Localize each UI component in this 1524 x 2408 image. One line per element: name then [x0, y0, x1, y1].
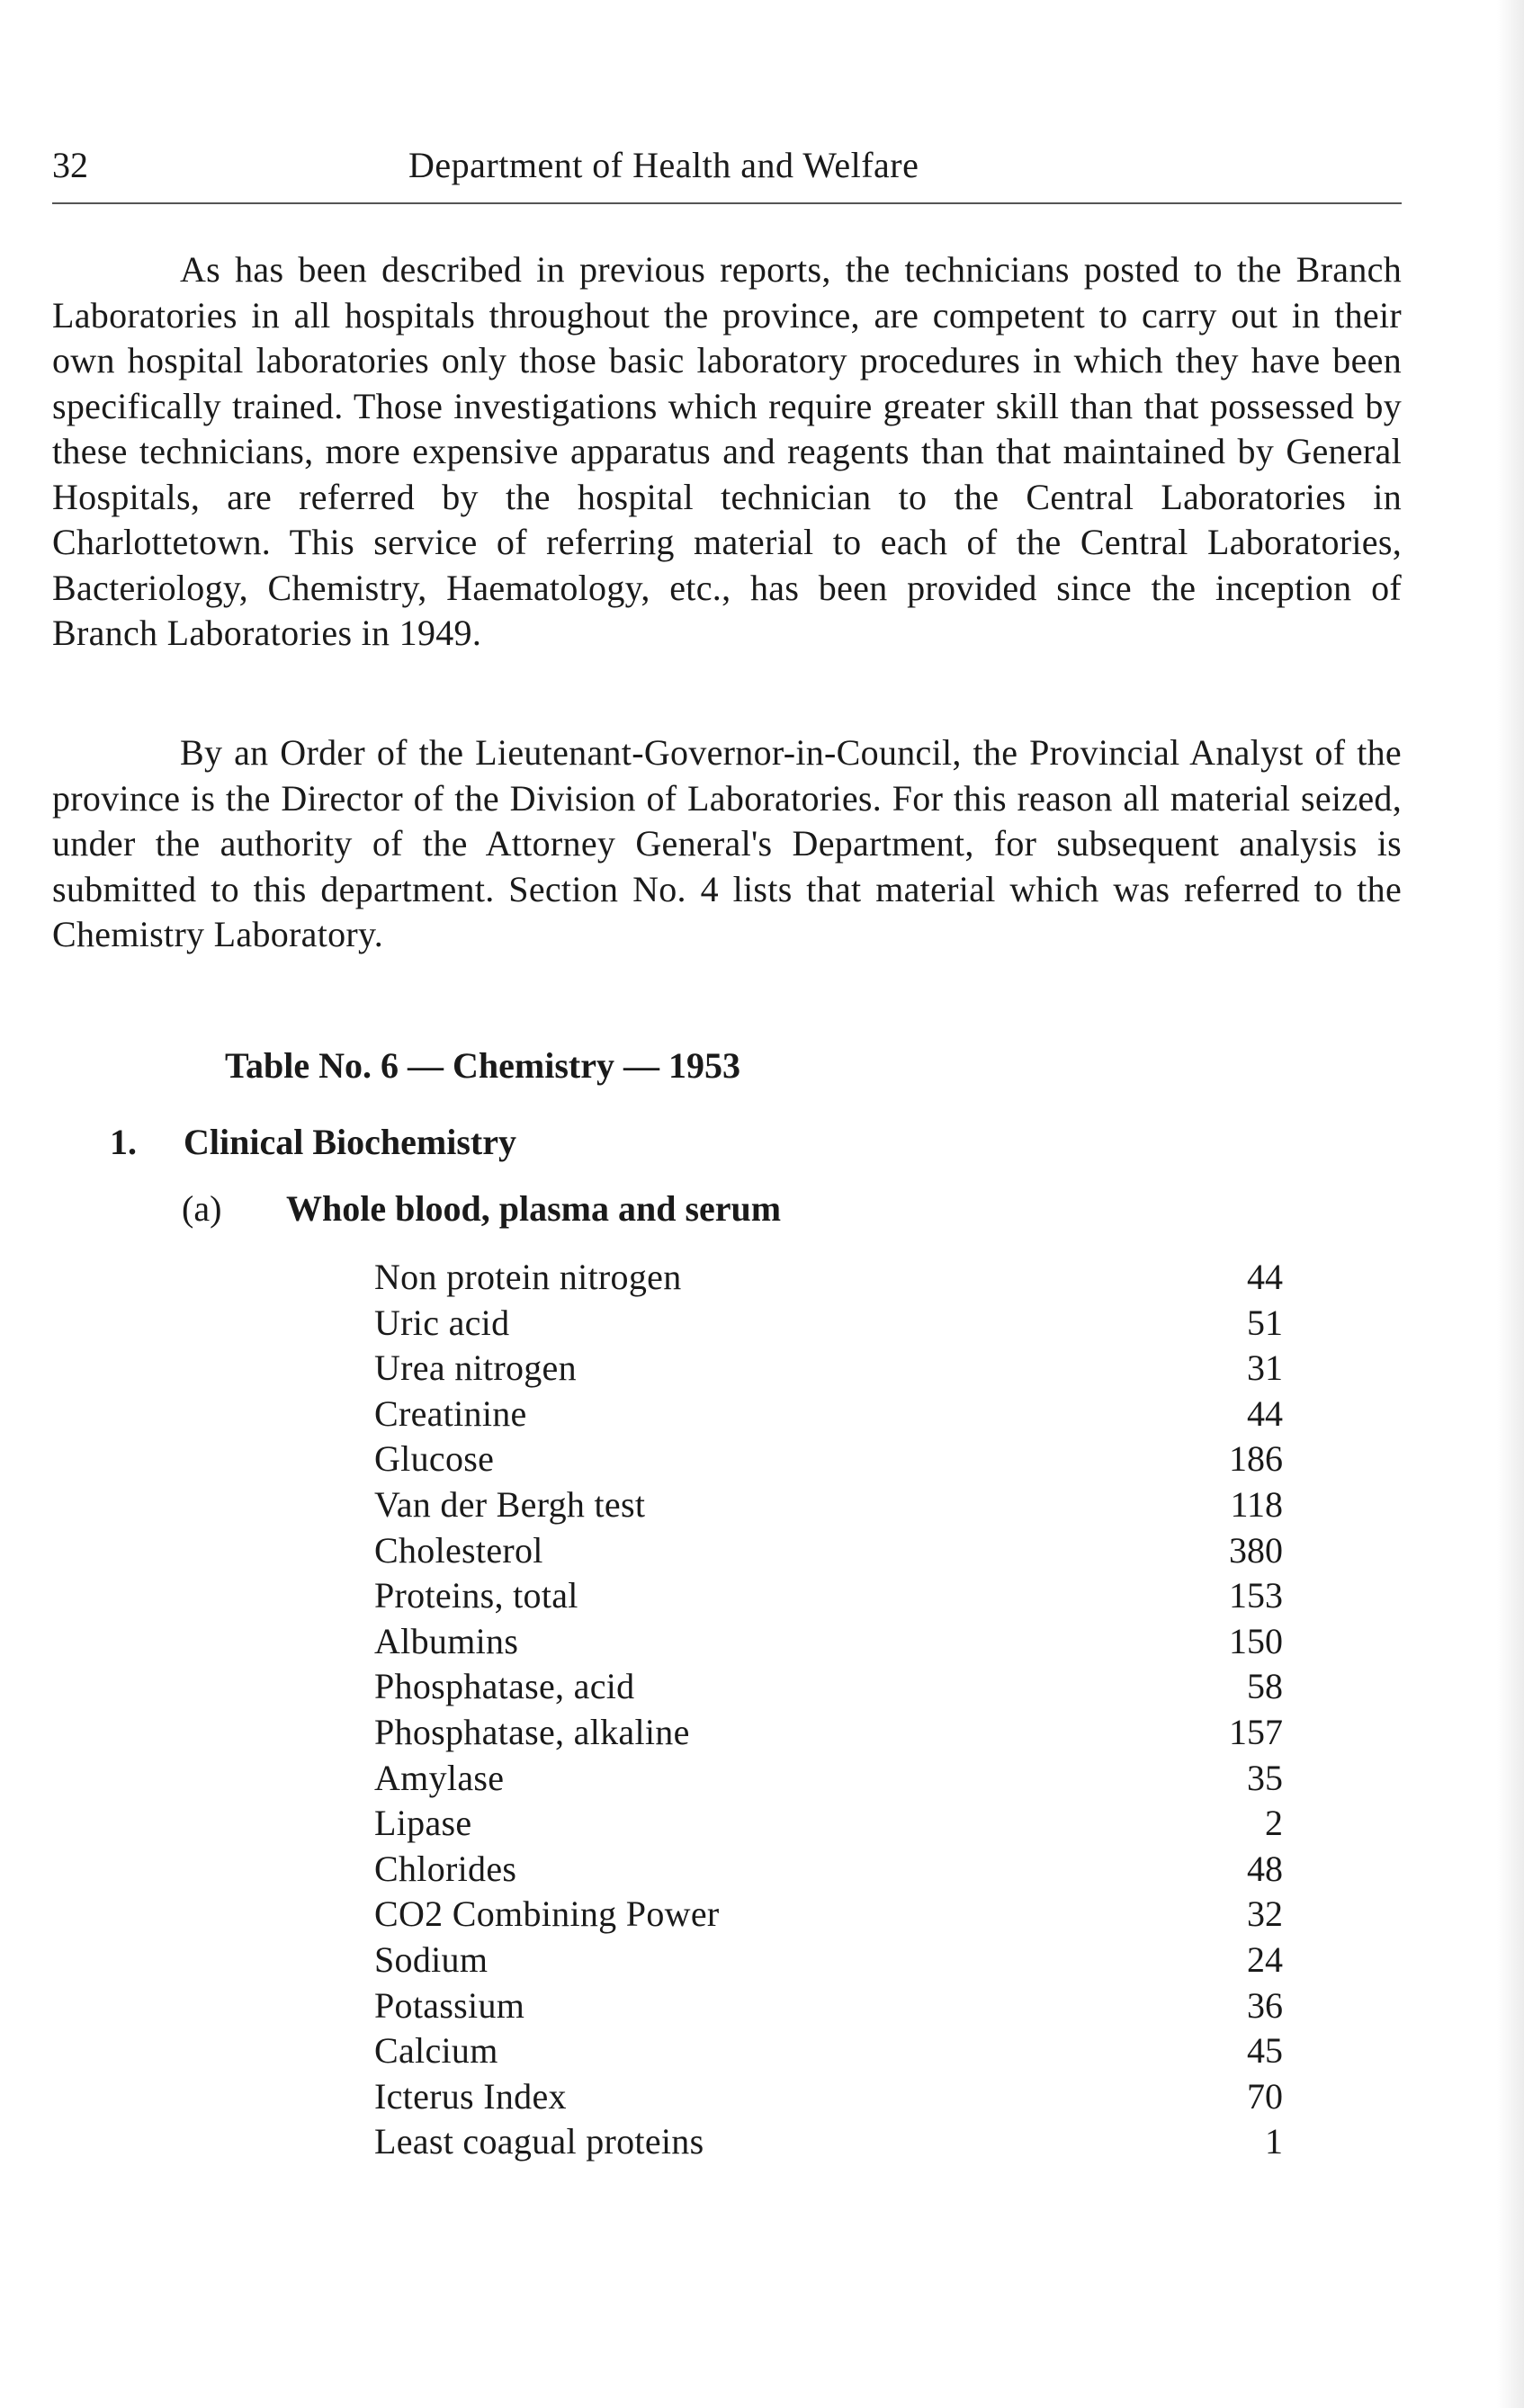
test-name: Chlorides [374, 1848, 517, 1889]
test-name: Glucose [374, 1438, 495, 1480]
test-name: Lipase [374, 1803, 472, 1844]
table-row [374, 1938, 1283, 1983]
test-name: Icterus Index [374, 2075, 567, 2117]
table-row [374, 1255, 1283, 1301]
paragraph-branch-laboratories: As has been described in previous reports, the technicians posted to the Branch Laboratories in all hospitals throughout the province, are competent to carry out in their own hospital laboratories only those basic laboratory procedures in which they have been specifically trained. Those investigations which require greater skill than that possessed by these technicians, more expensive apparatus and reagents than that maintained by General Hospitals, are referred by the hospital technician to the Central Laboratories in Charlottetown. This service of referring material to each of the Central Laboratories, Bacteriology, Chemistry, Haematology, etc., has been provided since the inception of Branch Laboratories in 1949. [52, 249, 1402, 653]
test-name: Albumins [374, 1620, 519, 1661]
test-count: 32 [1247, 1893, 1283, 1935]
header-rule [52, 202, 1402, 204]
test-count: 24 [1247, 1938, 1283, 1980]
table-row [374, 1801, 1283, 1847]
test-name: Cholesterol [374, 1529, 543, 1571]
test-count: 153 [1229, 1575, 1283, 1616]
test-count: 70 [1247, 2075, 1283, 2117]
table-row [374, 1983, 1283, 2029]
test-count: 44 [1247, 1392, 1283, 1434]
page-header [52, 144, 1402, 198]
table-row [374, 1619, 1283, 1665]
page-edge-shadow [1497, 0, 1524, 2408]
section-title: Clinical Biochemistry [184, 1122, 516, 1162]
test-name: Sodium [374, 1938, 489, 1980]
paragraph-provincial-analyst: By an Order of the Lieutenant-Governor-in-Council, the Provincial Analyst of the province is the Director of the Division of Laboratories. For this reason all material seized, under the authority of the Attorney General's Department, for subsequent analysis is submitted to this department. Section No. 4 lists that material which was referred to the Chemistry Laboratory. [52, 732, 1402, 954]
table-row [374, 1847, 1283, 1893]
subsection-title: Whole blood, plasma and serum [286, 1188, 782, 1229]
test-count: 58 [1247, 1666, 1283, 1707]
test-count: 1 [1265, 2121, 1283, 2162]
table-row [374, 1710, 1283, 1756]
table-row [374, 2074, 1283, 2120]
test-count: 2 [1265, 1803, 1283, 1844]
section-number: 1. [110, 1122, 137, 1162]
table-row [374, 1346, 1283, 1392]
page-number: 32 [52, 145, 88, 185]
table-row [374, 1482, 1283, 1528]
table-row [374, 1892, 1283, 1938]
test-count: 31 [1247, 1347, 1283, 1389]
test-count-table [374, 1255, 1283, 2165]
test-name: Phosphatase, alkaline [374, 1711, 690, 1752]
test-name: Phosphatase, acid [374, 1666, 635, 1707]
table-row [374, 1756, 1283, 1802]
table-row [374, 2028, 1283, 2074]
table-title: Table No. 6 — Chemistry — 1953 [225, 1045, 740, 1086]
subsection-letter: (a) [182, 1188, 222, 1229]
test-count: 36 [1247, 1984, 1283, 2026]
table-row [374, 1392, 1283, 1437]
test-name: Potassium [374, 1984, 525, 2026]
test-name: Urea nitrogen [374, 1347, 577, 1389]
test-count: 51 [1247, 1302, 1283, 1343]
test-count: 380 [1229, 1529, 1283, 1571]
subsection-heading [182, 1187, 781, 1230]
section-heading [110, 1121, 516, 1163]
test-name: Proteins, total [374, 1575, 578, 1616]
test-name: CO2 Combining Power [374, 1893, 720, 1935]
test-name: Uric acid [374, 1302, 510, 1343]
test-count: 150 [1229, 1620, 1283, 1661]
test-count: 35 [1247, 1757, 1283, 1798]
table-row [374, 1301, 1283, 1347]
test-count: 186 [1229, 1438, 1283, 1480]
test-count: 118 [1230, 1483, 1283, 1525]
test-name: Calcium [374, 2030, 498, 2072]
table-row [374, 1528, 1283, 1574]
test-name: Least coagual proteins [374, 2121, 704, 2162]
table-row [374, 2119, 1283, 2165]
test-name: Van der Bergh test [374, 1483, 646, 1525]
test-count: 157 [1229, 1711, 1283, 1752]
test-count: 44 [1247, 1257, 1283, 1297]
table-row [374, 1573, 1283, 1619]
test-count: 48 [1247, 1848, 1283, 1889]
test-name: Creatinine [374, 1392, 527, 1434]
running-head: Department of Health and Welfare [408, 145, 919, 185]
test-count: 45 [1247, 2030, 1283, 2072]
table-row [374, 1664, 1283, 1710]
test-name: Amylase [374, 1757, 505, 1798]
test-name: Non protein nitrogen [374, 1257, 682, 1297]
table-row [374, 1437, 1283, 1482]
